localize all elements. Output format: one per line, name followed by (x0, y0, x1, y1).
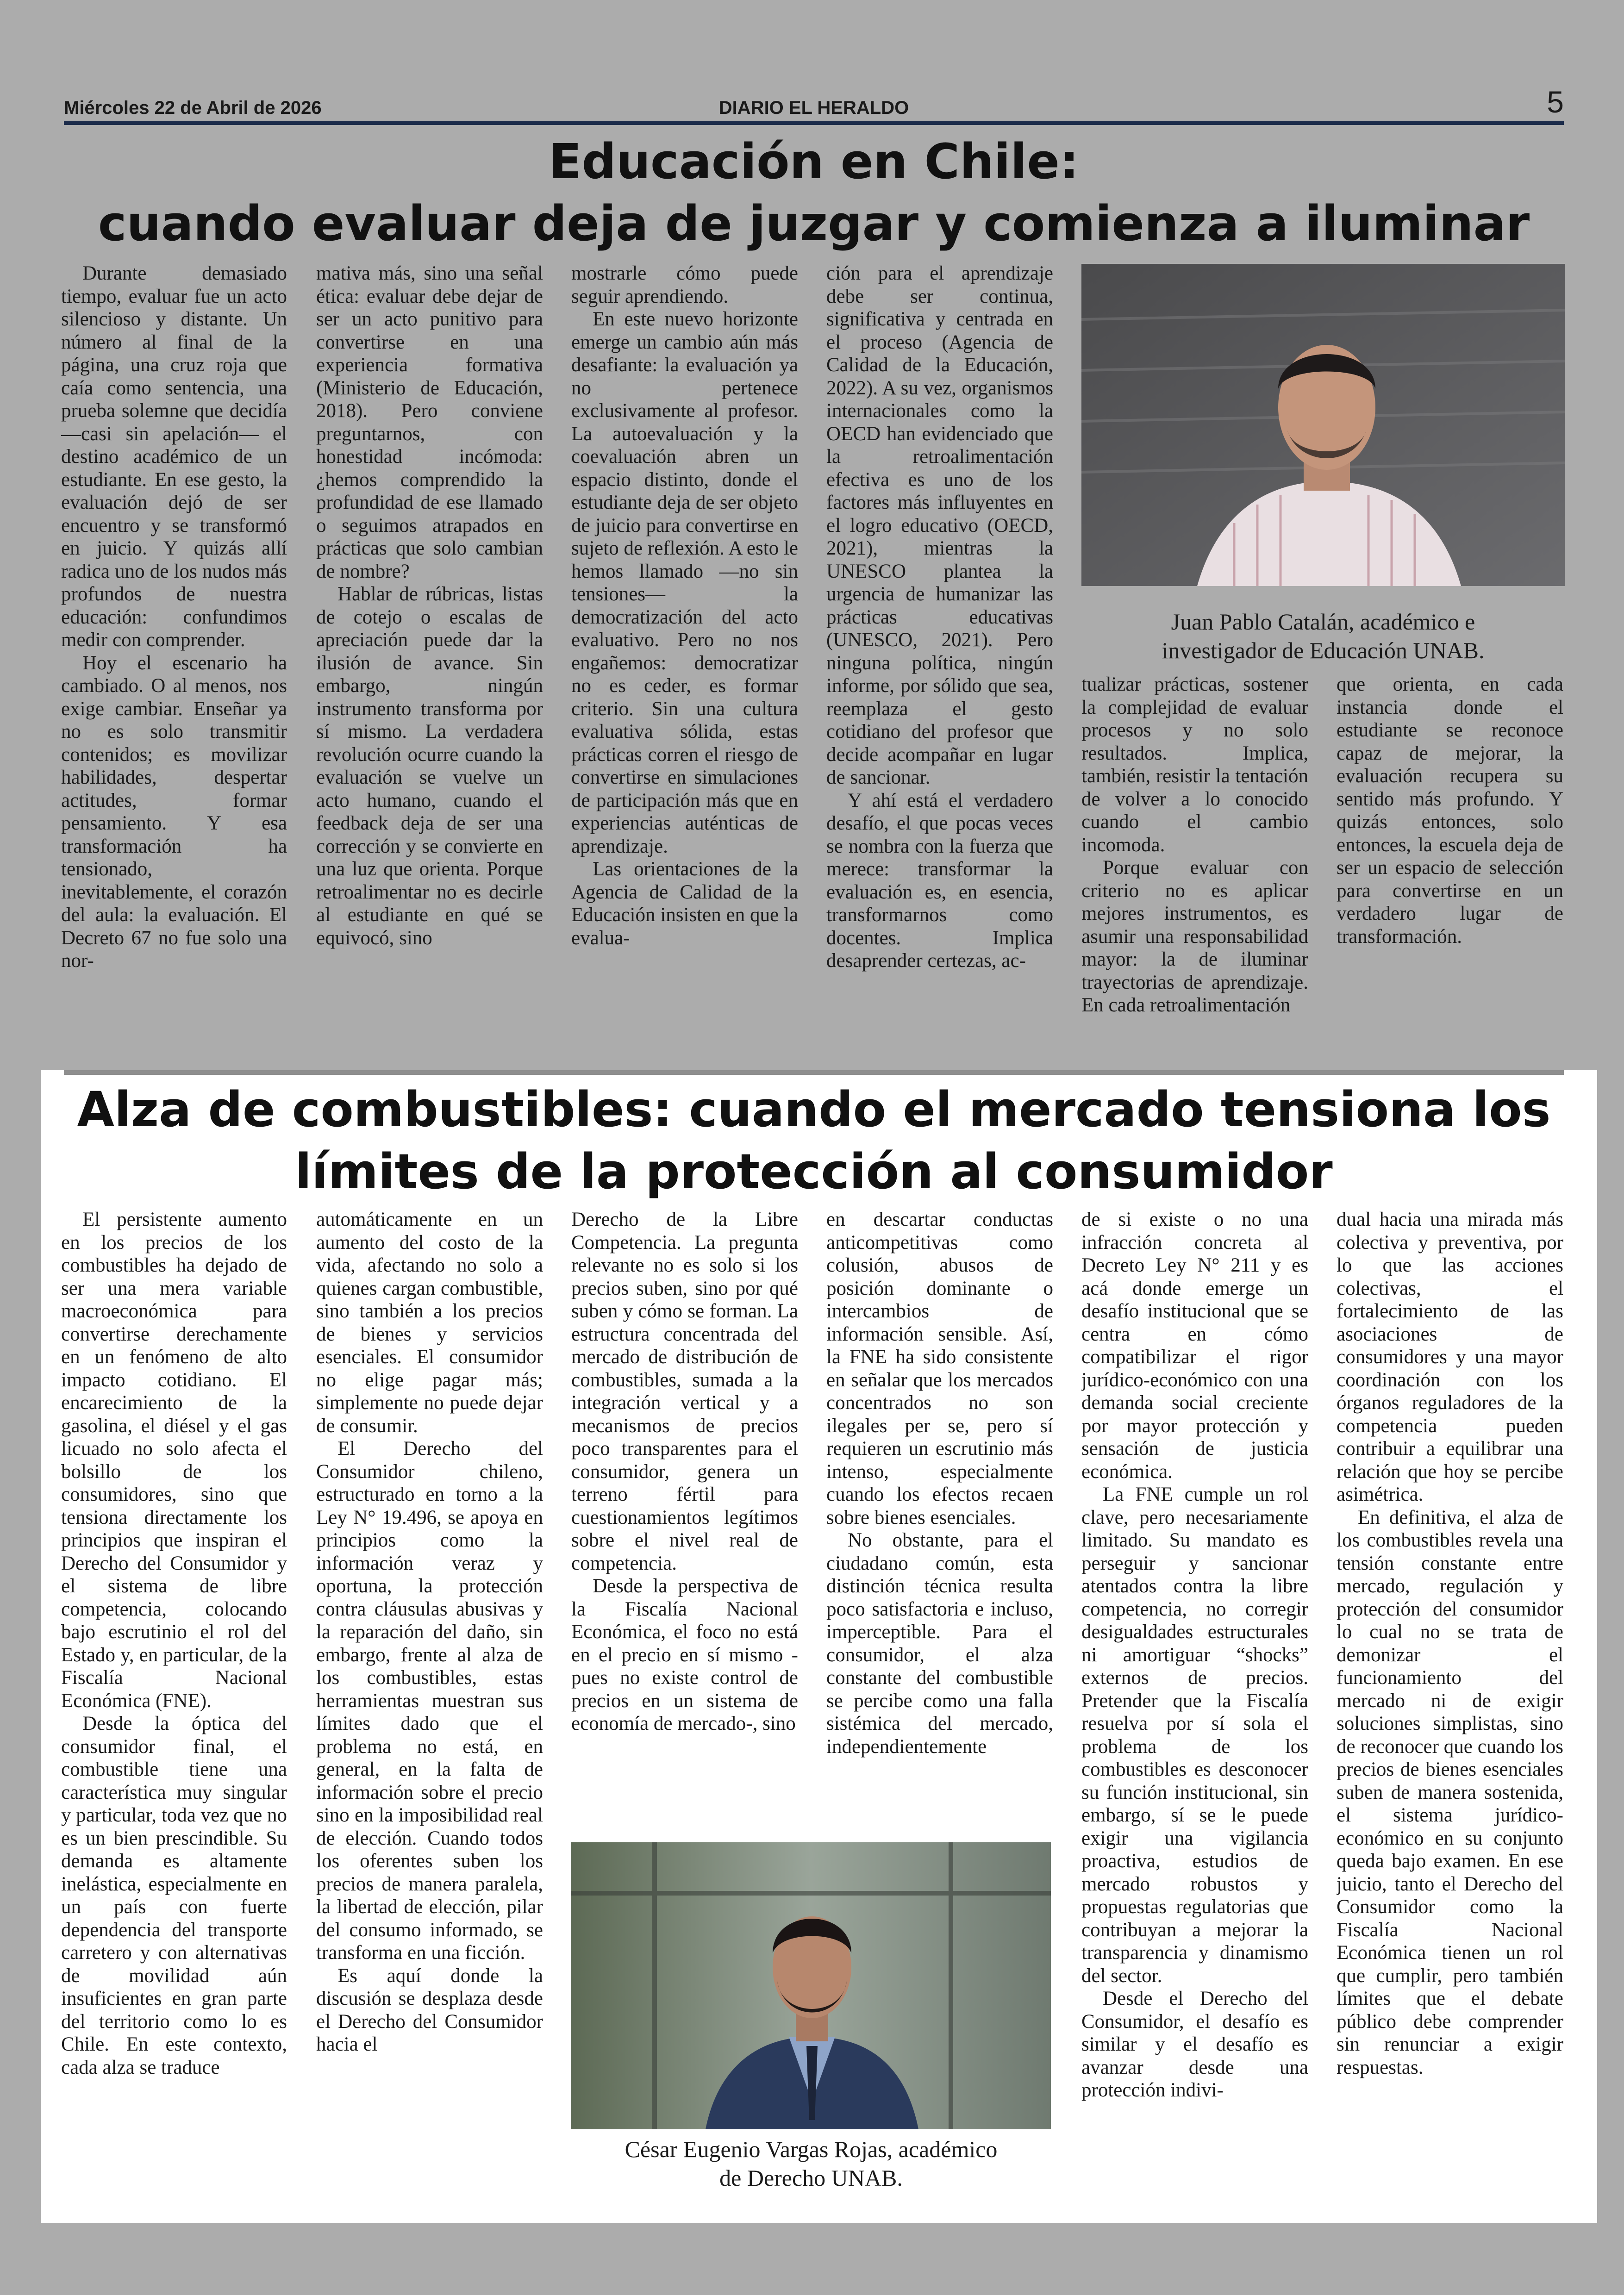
paragraph: Derecho de la Libre Competencia. La pregunta relevante no es solo si los precios suben, sino por qué suben y cómo se forman. La estructura concentrada del mercado de distribución de combustibles, sumada a la integración vertical y a mecanismos de precios poco transparentes para el consumidor, genera un terreno fértil para cuestionamientos legítimos sobre el nivel real de competencia. (571, 1209, 798, 1574)
paragraph: En este nuevo horizonte emerge un cambio aún más desafiante: la evaluación ya no pertenece exclusivamente al profesor. La autoevaluación y la coevaluación abren un espacio distinto, donde el estudiante deja de ser objeto de juicio para convertirse en sujeto de reflexión. A esto le hemos llamado —no sin tensiones— la democratización del acto evaluativo. Pero no nos engañemos: democratizar no es ceder, es formar criterio. Sin una cultura evaluativa sólida, estas prácticas corren el riesgo de convertirse en simulaciones de participación más que en experiencias auténticas de aprendizaje. (571, 308, 798, 857)
page-number: 5 (1547, 85, 1564, 119)
paragraph: Hoy el escenario ha cambiado. O al menos, nos exige cambiar. Enseñar ya no es solo transmitir contenidos; es movilizar habilidades, despertar actitudes, formar pensamiento. Y esa transformación ha tensionado, inevitablemente, el corazón del aula: la evaluación. El Decreto 67 no fue solo una nor- (61, 652, 287, 972)
article2-column-3 (571, 1208, 798, 1838)
paragraph: mativa más, sino una señal ética: evaluar debe dejar de ser un acto punitivo para convertirse en una experiencia formativa (Ministerio de Educación, 2018). Pero conviene preguntarnos, con honestidad incómoda: ¿hemos comprendido la profundidad de ese llamado o seguimos atrapados en prácticas que solo cambian de nombre? (316, 262, 543, 582)
paragraph: El persistente aumento en los precios de los combustibles ha dejado de ser una mera variable macroeconómica para convertirse derechamente en un fenómeno de alto impacto cotidiano. El encarecimiento de la gasolina, el diésel y el gas licuado no solo afecta el bolsillo de los consumidores, sino que tensiona directamente los principios que inspiran el Derecho del Consumidor y el sistema de libre competencia, colocando bajo escrutinio el rol del Estado y, en particular, de la Fiscalía Nacional Económica (FNE). (61, 1209, 287, 1712)
paragraph: No obstante, para el ciudadano común, esta distinción técnica resulta poco satisfactoria e incluso, imperceptible. Para el consumidor, el alza constante del combustible se percibe como una falla sistémica del mercado, independientemente (826, 1529, 1053, 1758)
caption-line: Juan Pablo Catalán, académico e (1171, 609, 1475, 635)
paragraph: Es aquí donde la discusión se desplaza desde el Derecho del Consumidor hacia el (316, 1964, 543, 2055)
paragraph: Durante demasiado tiempo, evaluar fue un acto silencioso y distante. Un número al final de la página, una cruz roja que caía como sentencia, una prueba solemne que decidía —casi sin apelación— el destino académico de un estudiante. En ese gesto, la evaluación dejó de ser encuentro y se transformó en juicio. Y quizás allí radica uno de los nudos más profundos de nuestra educación: confundimos medir con comprender. (61, 262, 287, 651)
paragraph: Hablar de rúbricas, listas de cotejo o escalas de apreciación puede dar la ilusión de avance. Sin embargo, ningún instrumento transforma por sí mismo. La verdadera revolución ocurre cuando la evaluación se vuelve un acto humano, cuando el feedback deja de ser una corrección y se convierte en una luz que orienta. Porque retroalimentar no es decirle al estudiante en qué se equivocó, sino (316, 583, 543, 949)
article2-photo-caption (571, 2135, 1051, 2192)
paragraph: en descartar conductas anticompetitivas como colusión, abusos de posición dominante o intercambios de información sensible. Así, la FNE ha sido consistente en señalar que los mercados concentrados no son ilegales per se, pero sí requieren un escrutinio más intenso, especialmente cuando los efectos recaen sobre bienes esenciales. (826, 1209, 1053, 1528)
article1-column-6 (1337, 673, 1563, 1053)
article1-title-line2: cuando evaluar deja de juzgar y comienza a iluminar (98, 195, 1530, 252)
paragraph: La FNE cumple un rol clave, pero necesariamente limitado. Su mandato es perseguir y sancionar atentados contra la libre competencia, no corregir desigualdades estructurales ni amortiguar “shocks” externos de precios. Pretender que la Fiscalía resuelva por sí sola el problema de los combustibles es desconocer su función institucional, sin embargo, sí se le puede exigir una vigilancia proactiva, estudios de mercado robustos y propuestas regulatorias que contribuyan a mejorar la transparencia y dinamismo del sector. (1081, 1484, 1308, 1987)
portrait-man-striped-shirt (1081, 264, 1565, 586)
paragraph: de si existe o no una infracción concreta al Decreto Ley N° 211 y es acá donde emerge un desafío institucional que se centra en cómo compatibilizar el rigor jurídico-económico con una demanda social creciente por mayor protección y sensación de justicia económica. (1081, 1209, 1308, 1483)
article2-column-1 (61, 1208, 287, 2199)
article1-photo-caption (1081, 607, 1565, 665)
paragraph: En definitiva, el alza de los combustibles revela una tensión constante entre mercado, regulación y protección del consumidor lo cual no se trata de demonizar el funcionamiento del mercado ni de exigir soluciones simplistas, sino de reconocer que cuando los precios de bienes esenciales suben de manera sostenida, el sistema jurídico-económico en su conjunto queda bajo examen. En ese juicio, tanto el Derecho del Consumidor como la Fiscalía Nacional Económica tienen un rol que cumplir, pero también límites que el debate público debe comprender sin renunciar a exigir respuestas. (1337, 1506, 1563, 2078)
paragraph: Desde el Derecho del Consumidor, el desafío es similar y el desafío es avanzar desde una protección indivi- (1081, 1988, 1308, 2101)
paragraph: mostrarle cómo puede seguir aprendiendo. (571, 262, 798, 307)
caption-line: investigador de Educación UNAB. (1162, 637, 1485, 663)
paragraph: automáticamente en un aumento del costo de la vida, afectando no solo a quienes cargan combustible, sino también a los precios de bienes y servicios esenciales. El consumidor no elige pagar más; simplemente no puede dejar de consumir. (316, 1209, 543, 1437)
paragraph: Porque evaluar con criterio no es aplicar mejores instrumentos, es asumir una responsabilidad mayor: la de iluminar trayectorias de aprendizaje. En cada retroalimentación (1081, 857, 1308, 1016)
article1-column-3 (571, 262, 798, 1067)
article2-author-photo (571, 1842, 1051, 2129)
paragraph: El Derecho del Consumidor chileno, estructurado en torno a la Ley N° 19.496, se apoya en principios como la información veraz y oportuna, la protección contra cláusulas abusivas y la reparación del daño, sin embargo, frente al alza de los combustibles, estas herramientas muestran sus límites dado que el problema no está, en general, en la falta de información sobre el precio sino en la imposibilidad real de elección. Cuando todos los oferentes suben los precios de manera paralela, la libertad de elección, pilar del consumo informado, se transforma en una ficción. (316, 1438, 543, 1964)
portrait-man-blue-suit (571, 1842, 1051, 2129)
article1-author-photo (1081, 264, 1565, 586)
caption-line: de Derecho UNAB. (719, 2165, 903, 2191)
paragraph: que orienta, en cada instancia donde el estudiante se reconoce capaz de mejorar, la evaluación recupera su sentido más profundo. Y quizás entonces, solo entonces, la escuela deja de ser un espacio de selección para convertirse en un verdadero lugar de transformación. (1337, 674, 1563, 948)
article1-column-5 (1081, 673, 1308, 1053)
article1-column-2 (316, 262, 543, 1067)
article2-column-4 (826, 1208, 1053, 1838)
page-header (64, 85, 1564, 125)
paragraph: tualizar prácticas, sostener la complejidad de evaluar procesos y no solo resultados. Implica, también, resistir la tentación de volver a lo conocido cuando el cambio incomoda. (1081, 674, 1308, 856)
article1-title-line1: Educación en Chile: (549, 133, 1079, 190)
section-divider (64, 1070, 1564, 1075)
paragraph: Las orientaciones de la Agencia de Calidad de la Educación insisten en que la evalua- (571, 858, 798, 949)
paragraph: dual hacia una mirada más colectiva y preventiva, por lo que las acciones colectivas, el fortalecimiento de las asociaciones de consumidores y una mayor coordinación con los órganos reguladores de la competencia pueden contribuir a equilibrar una relación que hoy se percibe asimétrica. (1337, 1209, 1563, 1505)
newspaper-name: DIARIO EL HERALDO (718, 98, 909, 118)
paragraph: ción para el aprendizaje debe ser continua, significativa y centrada en el proceso (Agencia de Calidad de la Educación, 2022). A su vez, organismos internacionales como la OECD han evidenciado que la retroalimentación efectiva es uno de los factores más influyentes en el logro educativo (OECD, 2021), mientras la UNESCO plantea la urgencia de humanizar las prácticas educativas (UNESCO, 2021). Pero ninguna política, ningún informe, por sólido que sea, reemplaza el gesto cotidiano del profesor que decide acompañar en lugar de sancionar. (826, 262, 1053, 788)
article1-headline (64, 131, 1564, 255)
caption-line: César Eugenio Vargas Rojas, académico (625, 2136, 998, 2162)
article1-column-1 (61, 262, 287, 1067)
article1-column-4 (826, 262, 1053, 1067)
issue-date: Miércoles 22 de Abril de 2026 (64, 98, 322, 118)
article2-title-line2: límites de la protección al consumidor (295, 1143, 1333, 1200)
article2-column-6 (1337, 1208, 1563, 2199)
article2-headline (64, 1079, 1564, 1203)
paragraph: Y ahí está el verdadero desafío, el que pocas veces se nombra con la fuerza que merece: transformar la evaluación es, en esencia, transformarnos como docentes. Implica desaprender certezas, ac- (826, 789, 1053, 972)
article2-title-line1: Alza de combustibles: cuando el mercado tensiona los (77, 1081, 1551, 1138)
article2-column-2 (316, 1208, 543, 2199)
article2-column-5 (1081, 1208, 1308, 2199)
paragraph: Desde la perspectiva de la Fiscalía Nacional Económica, el foco no está en el precio en sí mismo -pues no existe control de precios en un sistema de economía de mercado-, sino (571, 1575, 798, 1734)
paragraph: Desde la óptica del consumidor final, el combustible tiene una característica muy singular y particular, toda vez que no es un bien prescindible. Su demanda es altamente inelástica, especialmente en un país con fuerte dependencia del transporte carretero y con alternativas de movilidad aún insuficientes en gran parte del territorio como lo es Chile. En este contexto, cada alza se traduce (61, 1713, 287, 2078)
